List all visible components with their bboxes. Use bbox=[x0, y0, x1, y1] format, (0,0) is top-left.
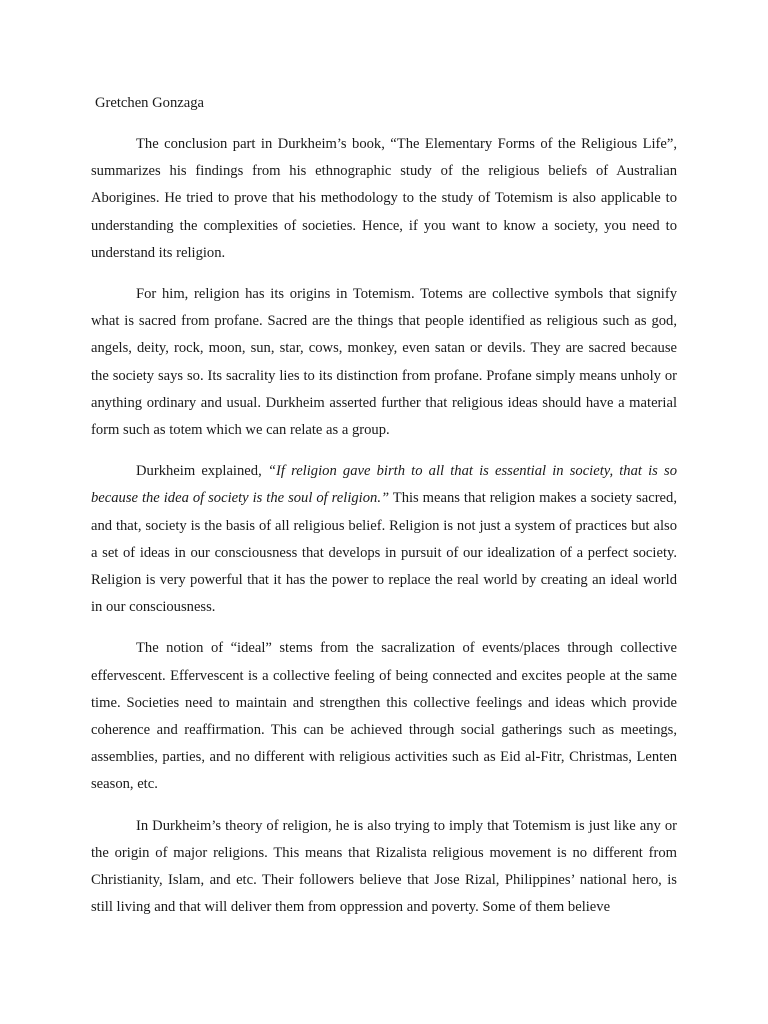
quote-intro: Durkheim explained, bbox=[136, 463, 268, 480]
paragraph-rizalista: In Durkheim’s theory of religion, he is also trying to imply that Totemism is just like any or the origin of major religions. This means that Rizalista religious movement is no different from Christianity, Islam, and etc. Their followers believe that Jose Rizal, Philippines’ national hero, is still living and that will deliver them from oppression and poverty. Some of them believe bbox=[91, 817, 677, 916]
author-name: Gretchen Gonzaga bbox=[95, 95, 204, 111]
paragraph-ideal: The notion of “ideal” stems from the sacralization of events/places through collective effervescent. Effervescent is a collective feeling of being connected and excites people at the same time. Societies need to maintain and strengthen this collective feelings and ideas which provide coherence and reaffirmation. This can be achieved through social gatherings such as meetings, assemblies, parties, and no different with religious activities such as Eid al-Fitr, Christmas, Lenten season, etc. bbox=[91, 640, 677, 793]
document-body bbox=[91, 131, 677, 935]
paragraph-durkheim-quote bbox=[91, 458, 677, 621]
paragraph-conclusion: The conclusion part in Durkheim’s book, “The Elementary Forms of the Religious Life”, summarizes his findings from his ethnographic study of the religious beliefs of Australian Aborigines. He tried to prove that his methodology to the study of Totemism is also applicable to understanding the complexities of societies. Hence, if you want to know a society, you need to understand its religion. bbox=[91, 136, 677, 261]
paragraph-totemism: For him, religion has its origins in Totemism. Totems are collective symbols that signify what is sacred from profane. Sacred are the things that people identified as religious such as god, angels, deity, rock, moon, sun, star, cows, monkey, even satan or devils. They are sacred because the society says so. Its sacrality lies to its distinction from profane. Profane simply means unholy or anything ordinary and usual. Durkheim asserted further that religious ideas should have a material form such as totem which we can relate as a group. bbox=[91, 286, 677, 439]
durkheim-quote: “If religion gave birth to all that is essential in society, that is so because the idea of society is the soul of religion.” bbox=[91, 463, 677, 507]
quote-explanation: This means that religion makes a society sacred, and that, society is the basis of all religious belief. Religion is not just a system of practices but also a set of ideas in our consciousness that develops in pursuit of our idealization of a perfect society. Religion is very powerful that it has the power to replace the real world by creating an ideal world in our consciousness. bbox=[91, 490, 677, 616]
